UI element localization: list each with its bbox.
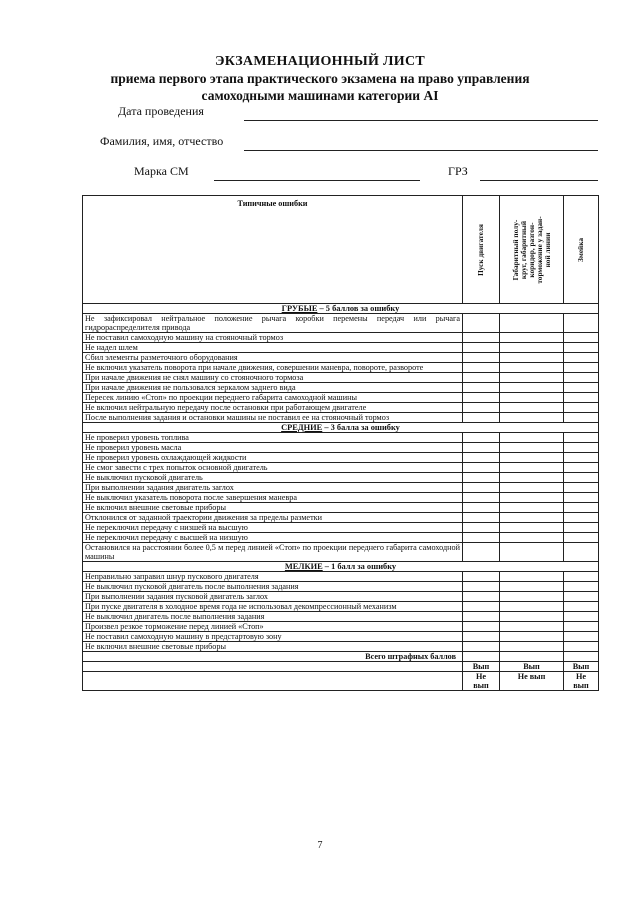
maneuver-cell[interactable] [500, 353, 564, 363]
maneuver-cell[interactable] [500, 443, 564, 453]
table-row [83, 493, 599, 503]
fail-cell[interactable]: Не вып [500, 672, 564, 691]
section-title: ГРУБЫЕ – 5 баллов за ошибку [83, 304, 599, 314]
document-subtitle-line2: самоходными машинами категории AI [201, 88, 439, 103]
error-description: Неправильно заправил шнур пускового двигателя [83, 572, 463, 582]
snake-cell[interactable] [564, 383, 599, 393]
maneuver-cell[interactable] [500, 493, 564, 503]
table-row [83, 314, 599, 333]
snake-cell[interactable] [564, 363, 599, 373]
snake-cell[interactable] [564, 443, 599, 453]
snake-cell[interactable] [564, 403, 599, 413]
pass-cell[interactable]: Вып [500, 662, 564, 672]
page-number: 7 [317, 840, 323, 851]
engine-start-cell[interactable] [463, 612, 500, 622]
name-label: Фамилия, имя, отчество [100, 134, 224, 148]
section-title: МЕЛКИЕ – 1 балл за ошибку [83, 562, 599, 572]
engine-start-cell[interactable] [463, 353, 500, 363]
name-field[interactable] [244, 150, 598, 151]
total-maneuver[interactable] [500, 652, 564, 662]
error-description: После выполнения задания и остановки машины не поставил ее на стояночный тормоз [83, 413, 463, 423]
pass-row-spacer [83, 662, 463, 672]
section-row [83, 562, 599, 572]
snake-cell[interactable] [564, 543, 599, 562]
pass-cell[interactable]: Вып [463, 662, 500, 672]
engine-start-cell[interactable] [463, 463, 500, 473]
snake-cell[interactable] [564, 393, 599, 403]
maneuver-cell[interactable] [500, 503, 564, 513]
engine-start-cell[interactable] [463, 632, 500, 642]
section-row [83, 304, 599, 314]
snake-cell[interactable] [564, 453, 599, 463]
maneuver-cell[interactable] [500, 572, 564, 582]
error-description: Не проверил уровень охлаждающей жидкости [83, 453, 463, 463]
engine-start-cell[interactable] [463, 343, 500, 353]
error-description: Не зафиксировал нейтральное положение рычага коробки перемены передач или рычага гидрораспределителя привода [83, 314, 463, 333]
table-row [83, 353, 599, 363]
maneuver-cell[interactable] [500, 433, 564, 443]
table-row [83, 642, 599, 652]
error-description: Не проверил уровень топлива [83, 433, 463, 443]
maneuver-cell[interactable] [500, 473, 564, 483]
error-description: Не поставил самоходную машину в предстартовую зону [83, 632, 463, 642]
table-row [83, 403, 599, 413]
table-row [83, 373, 599, 383]
maneuver-cell[interactable] [500, 413, 564, 423]
snake-cell[interactable] [564, 333, 599, 343]
snake-cell[interactable] [564, 353, 599, 363]
table-row [83, 622, 599, 632]
table-row [83, 513, 599, 523]
maneuver-cell[interactable] [500, 463, 564, 473]
engine-start-cell[interactable] [463, 413, 500, 423]
maneuver-cell[interactable] [500, 602, 564, 612]
snake-cell[interactable] [564, 503, 599, 513]
engine-start-cell[interactable] [463, 592, 500, 602]
maneuver-cell[interactable] [500, 523, 564, 533]
table-row [83, 343, 599, 353]
maneuver-cell[interactable] [500, 453, 564, 463]
error-description: Не надел шлем [83, 343, 463, 353]
table-row [83, 443, 599, 453]
table-row [83, 473, 599, 483]
maneuver-cell[interactable] [500, 314, 564, 333]
maneuver-cell[interactable] [500, 582, 564, 592]
total-label: Всего штрафных баллов [83, 652, 463, 662]
brand-field[interactable] [214, 180, 420, 181]
table-row [83, 483, 599, 493]
engine-start-cell[interactable] [463, 393, 500, 403]
engine-start-cell[interactable] [463, 503, 500, 513]
error-description: При выполнении задания двигатель заглох [83, 483, 463, 493]
engine-start-cell[interactable] [463, 403, 500, 413]
maneuver-cell[interactable] [500, 543, 564, 562]
document-title: ЭКЗАМЕНАЦИОННЫЙ ЛИСТ [214, 54, 426, 69]
engine-start-column-header: Пуск двигателя [463, 196, 500, 304]
error-description: Не переключил передачу с высшей на низшую [83, 533, 463, 543]
snake-cell[interactable] [564, 592, 599, 602]
error-description: Не выключил указатель поворота после завершения маневра [83, 493, 463, 503]
table-row [83, 453, 599, 463]
error-description: Не выключил двигатель после выполнения задания [83, 612, 463, 622]
table-row [83, 413, 599, 423]
maneuver-cell[interactable] [500, 592, 564, 602]
errors-column-header: Типичные ошибки [83, 196, 463, 304]
date-field[interactable] [244, 120, 598, 121]
error-description: Не включил внешние световые приборы [83, 503, 463, 513]
fail-row-spacer [83, 672, 463, 691]
snake-cell[interactable] [564, 473, 599, 483]
maneuver-cell[interactable] [500, 513, 564, 523]
error-description: Не включил нейтральную передачу после остановки при работающем двигателе [83, 403, 463, 413]
snake-cell[interactable] [564, 602, 599, 612]
snake-cell[interactable] [564, 314, 599, 333]
engine-start-cell[interactable] [463, 622, 500, 632]
error-description: При пуске двигателя в холодное время года не использовал декомпрессионный механизм [83, 602, 463, 612]
snake-cell[interactable] [564, 612, 599, 622]
snake-cell[interactable] [564, 463, 599, 473]
snake-cell[interactable] [564, 622, 599, 632]
engine-start-cell[interactable] [463, 572, 500, 582]
table-row [83, 363, 599, 373]
snake-cell[interactable] [564, 433, 599, 443]
table-row [83, 533, 599, 543]
error-description: Произвел резкое торможение перед линией «Стоп» [83, 622, 463, 632]
maneuver-cell[interactable] [500, 632, 564, 642]
engine-start-cell[interactable] [463, 453, 500, 463]
table-row [83, 433, 599, 443]
engine-start-cell[interactable] [463, 533, 500, 543]
error-description: Не смог завести с трех попыток основной двигатель [83, 463, 463, 473]
maneuver-column-header: Габаритный полу- круг, габаритный коридор, разгон- торможение у задан- ной линии [500, 196, 564, 304]
engine-start-cell[interactable] [463, 493, 500, 503]
maneuver-cell[interactable] [500, 612, 564, 622]
error-description: Отклонился от заданной траектории движения за пределы разметки [83, 513, 463, 523]
total-row [83, 652, 599, 662]
snake-cell[interactable] [564, 533, 599, 543]
grz-field[interactable] [480, 180, 598, 181]
table-row [83, 543, 599, 562]
exam-table [82, 195, 599, 691]
grz-label: ГРЗ [448, 164, 468, 178]
maneuver-cell[interactable] [500, 642, 564, 652]
error-description: Не включил указатель поворота при начале движения, совершении маневра, повороте, развороте [83, 363, 463, 373]
maneuver-cell[interactable] [500, 393, 564, 403]
engine-start-cell[interactable] [463, 642, 500, 652]
table-row [83, 572, 599, 582]
snake-cell[interactable] [564, 493, 599, 503]
engine-start-cell[interactable] [463, 582, 500, 592]
error-description: При начале движения не пользовался зеркалом заднего вида [83, 383, 463, 393]
table-row [83, 582, 599, 592]
snake-cell[interactable] [564, 343, 599, 353]
engine-start-cell[interactable] [463, 523, 500, 533]
engine-start-cell[interactable] [463, 373, 500, 383]
error-description: Не выключил пусковой двигатель [83, 473, 463, 483]
engine-start-cell[interactable] [463, 383, 500, 393]
error-description: При начале движения не снял машину со стояночного тормоза [83, 373, 463, 383]
snake-cell[interactable] [564, 572, 599, 582]
snake-cell[interactable] [564, 373, 599, 383]
table-row [83, 602, 599, 612]
table-row [83, 463, 599, 473]
maneuver-cell[interactable] [500, 363, 564, 373]
engine-start-cell[interactable] [463, 433, 500, 443]
engine-start-cell[interactable] [463, 543, 500, 562]
pass-cell[interactable]: Вып [564, 662, 599, 672]
engine-start-cell[interactable] [463, 333, 500, 343]
snake-cell[interactable] [564, 582, 599, 592]
snake-cell[interactable] [564, 632, 599, 642]
maneuver-cell[interactable] [500, 343, 564, 353]
table-row [83, 612, 599, 622]
error-description: Не включил внешние световые приборы [83, 642, 463, 652]
error-description: Не поставил самоходную машину на стояночный тормоз [83, 333, 463, 343]
maneuver-cell[interactable] [500, 333, 564, 343]
total-snake[interactable] [564, 652, 599, 662]
total-engine-start[interactable] [463, 652, 500, 662]
snake-cell[interactable] [564, 413, 599, 423]
engine-start-cell[interactable] [463, 473, 500, 483]
snake-cell[interactable] [564, 483, 599, 493]
engine-start-cell[interactable] [463, 443, 500, 453]
engine-start-cell[interactable] [463, 602, 500, 612]
engine-start-cell[interactable] [463, 483, 500, 493]
table-row [83, 383, 599, 393]
brand-label: Марка СМ [134, 164, 189, 178]
table-row [83, 592, 599, 602]
snake-column-header: Змейка [564, 196, 599, 304]
table-row [83, 523, 599, 533]
snake-cell[interactable] [564, 513, 599, 523]
snake-cell[interactable] [564, 523, 599, 533]
error-description: Не выключил пусковой двигатель после выполнения задания [83, 582, 463, 592]
maneuver-cell[interactable] [500, 622, 564, 632]
maneuver-cell[interactable] [500, 483, 564, 493]
engine-start-cell[interactable] [463, 314, 500, 333]
fail-row [83, 672, 599, 691]
maneuver-cell[interactable] [500, 373, 564, 383]
engine-start-cell[interactable] [463, 513, 500, 523]
section-title: СРЕДНИЕ – 3 балла за ошибку [83, 423, 599, 433]
table-row [83, 393, 599, 403]
fail-cell[interactable]: Не вып [463, 672, 500, 691]
date-label: Дата проведения [118, 104, 204, 118]
document-subtitle-line1: приема первого этапа практического экзамена на право управления [110, 71, 530, 86]
maneuver-cell[interactable] [500, 403, 564, 413]
error-description: Не переключил передачу с низшей на высшую [83, 523, 463, 533]
table-row [83, 503, 599, 513]
pass-row [83, 662, 599, 672]
maneuver-cell[interactable] [500, 383, 564, 393]
table-row [83, 632, 599, 642]
error-description: Остановился на расстоянии более 0,5 м перед линией «Стоп» по проекции переднего габарита самоходной машины [83, 543, 463, 562]
section-row [83, 423, 599, 433]
snake-cell[interactable] [564, 642, 599, 652]
error-description: Сбил элементы разметочного оборудования [83, 353, 463, 363]
error-description: Не проверил уровень масла [83, 443, 463, 453]
fail-cell[interactable]: Не вып [564, 672, 599, 691]
error-description: При выполнении задания пусковой двигатель заглох [83, 592, 463, 602]
maneuver-cell[interactable] [500, 533, 564, 543]
error-description: Пересек линию «Стоп» по проекции переднего габарита самоходной машины [83, 393, 463, 403]
engine-start-cell[interactable] [463, 363, 500, 373]
table-row [83, 333, 599, 343]
